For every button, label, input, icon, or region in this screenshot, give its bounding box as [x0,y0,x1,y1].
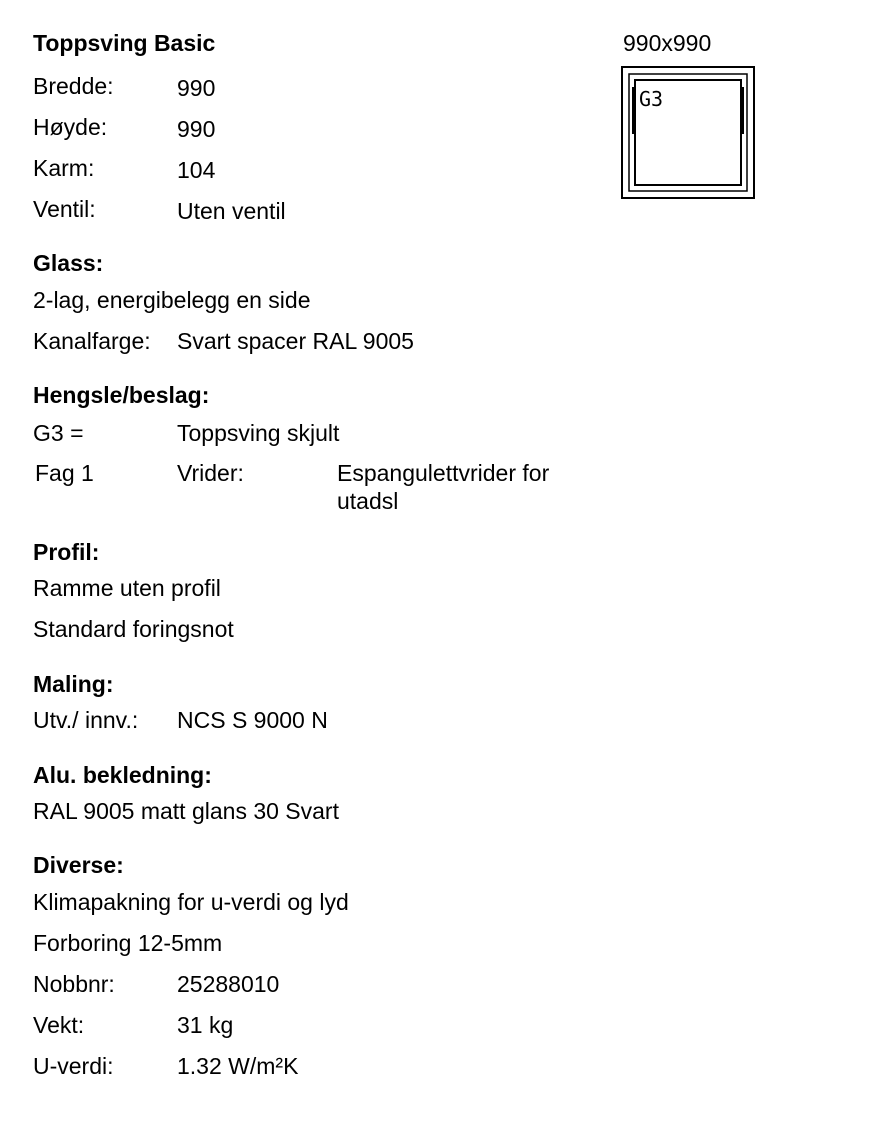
profile-heading: Profil: [33,539,100,565]
height-value: 990 [177,116,216,142]
frame-value: 104 [177,157,216,183]
alu-line-1: RAL 9005 matt glans 30 Svart [33,798,339,824]
weight-label: Vekt: [33,1012,85,1038]
hinge-heading: Hengsle/beslag: [33,382,210,408]
hinge-code-label: G3 = [33,420,84,446]
glass-description: 2-lag, energibelegg en side [33,287,311,313]
misc-line-1: Klimapakning for u-verdi og lyd [33,889,349,915]
frame-label: Karm: [33,155,95,181]
vent-label: Ventil: [33,196,96,222]
profile-line-1: Ramme uten profil [33,575,221,601]
alu-heading: Alu. bekledning: [33,762,212,788]
width-label: Bredde: [33,73,114,99]
u-value-value: 1.32 W/m²K [177,1053,299,1079]
paint-label: Utv./ innv.: [33,707,139,733]
paint-heading: Maling: [33,671,114,697]
u-value-label: U-verdi: [33,1053,114,1079]
height-label: Høyde: [33,114,108,140]
nobb-label: Nobbnr: [33,971,115,997]
channel-color-value: Svart spacer RAL 9005 [177,328,414,354]
handle-value: Espangulettvrider for utadsl [337,460,550,514]
diagram-size-label: 990x990 [623,30,712,56]
channel-color-label: Kanalfarge: [33,328,151,354]
nobb-value: 25288010 [177,971,280,997]
width-value: 990 [177,75,216,101]
sash-label: Fag 1 [35,460,94,486]
window-diagram [621,66,755,199]
handle-label: Vrider: [177,460,244,486]
right-hinge-mark [741,87,744,134]
hinge-code-value: Toppsving skjult [177,420,340,446]
profile-line-2: Standard foringsnot [33,616,234,642]
left-hinge-mark [632,87,635,134]
glass-heading: Glass: [33,250,104,276]
product-title: Toppsving Basic [33,30,216,56]
weight-value: 31 kg [177,1012,234,1038]
misc-line-2: Forboring 12-5mm [33,930,223,956]
diagram-hinge-code: G3 [639,87,664,111]
paint-value: NCS S 9000 N [177,707,328,733]
vent-value: Uten ventil [177,198,286,224]
misc-heading: Diverse: [33,852,124,878]
